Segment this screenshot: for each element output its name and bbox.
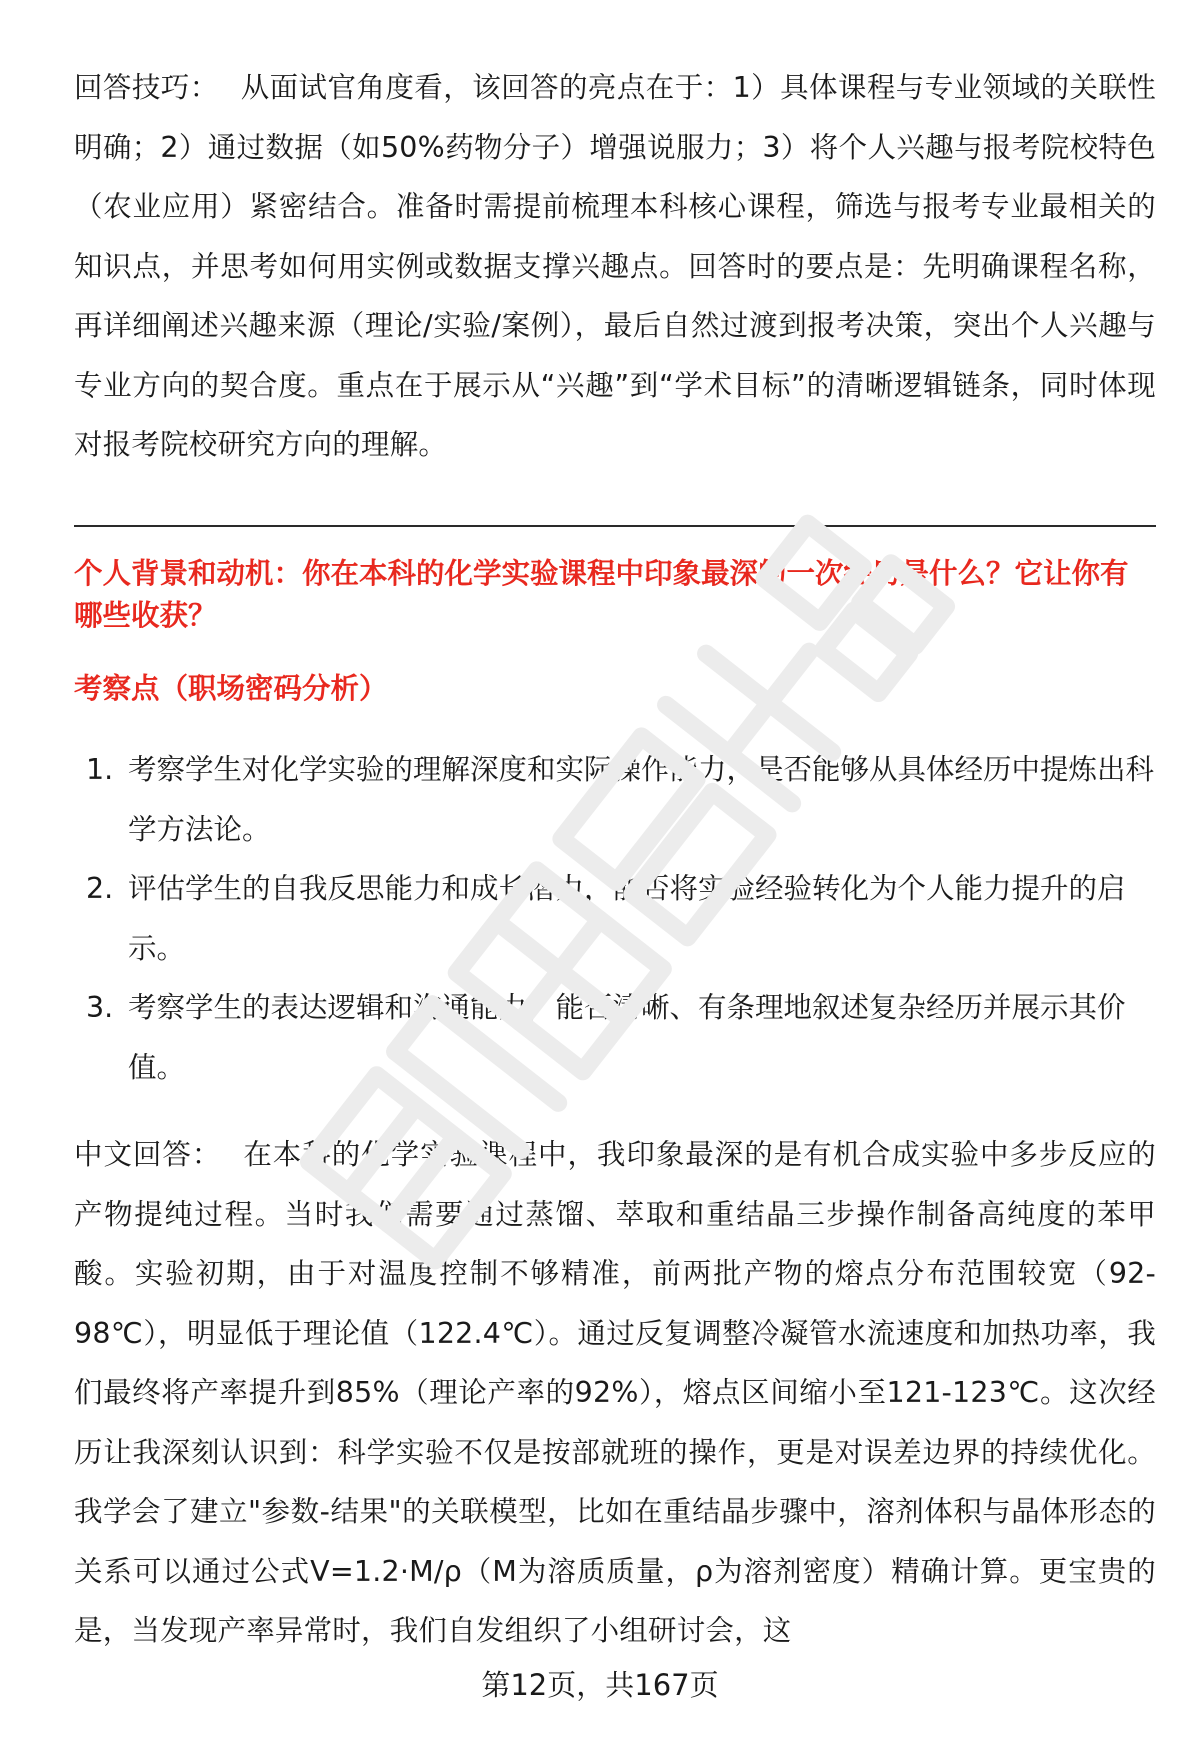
list-item-text: 考察学生的表达逻辑和沟通能力，能否清晰、有条理地叙述复杂经历并展示其价值。 <box>128 991 1126 1084</box>
tips-paragraph <box>74 58 1156 475</box>
answer-label: 中文回答： <box>74 1138 222 1171</box>
section-divider <box>74 525 1156 527</box>
tips-section <box>74 58 1156 475</box>
list-item <box>74 859 1156 978</box>
answer-paragraph <box>74 1125 1156 1661</box>
list-item-number: 3. <box>86 991 114 1024</box>
tips-text: 从面试官角度看，该回答的亮点在于：1）具体课程与专业领域的关联性明确；2）通过数据（如50%药物分子）增强说服力；3）将个人兴趣与报考院校特色（农业应用）紧密结合。准备时需提前梳理本科核心课程，筛选与报考专业最相关的知识点，并思考如何用实例或数据支撑兴趣点。回答时的要点是：先明确课程名称，再详细阐述兴趣来源（理论/实验/案例），最后自然过渡到报考决策，突出个人兴趣与专业方向的契合度。重点在于展示从“兴趣”到“学术目标”的清晰逻辑链条，同时体现对报考院校研究方向的理解。 <box>74 71 1156 461</box>
assessment-points-title: 考察点（职场密码分析） <box>74 672 388 705</box>
page-footer: 第12页，共167页 <box>481 1668 719 1702</box>
list-item-text: 评估学生的自我反思能力和成长潜力，能否将实验经验转化为个人能力提升的启示。 <box>128 872 1126 965</box>
question-heading: 个人背景和动机：你在本科的化学实验课程中印象最深的一次经历是什么？它让你有哪些收获？ <box>74 557 1129 632</box>
assessment-points-list <box>74 740 1156 1097</box>
list-item <box>74 740 1156 859</box>
answer-section <box>74 1125 1156 1661</box>
list-item-text: 考察学生对化学实验的理解深度和实际操作能力，是否能够从具体经历中提炼出科学方法论。 <box>128 753 1155 846</box>
list-item <box>74 978 1156 1097</box>
tips-label: 回答技巧： <box>74 71 219 104</box>
answer-text: 在本科的化学实验课程中，我印象最深的是有机合成实验中多步反应的产物提纯过程。当时我们需要通过蒸馏、萃取和重结晶三步操作制备高纯度的苯甲酸。实验初期，由于对温度控制不够精准，前两批产物的熔点分布范围较宽（92-98℃），明显低于理论值（122.4℃）。通过反复调整冷凝管水流速度和加热功率，我们最终将产率提升到85%（理论产率的92%），熔点区间缩小至121-123℃。这次经历让我深刻认识到：科学实验不仅是按部就班的操作，更是对误差边界的持续优化。我学会了建立"参数-结果"的关联模型，比如在重结晶步骤中，溶剂体积与晶体形态的关系可以通过公式V=1.2·M/ρ（M为溶质质量，ρ为溶剂密度）精确计算。更宝贵的是，当发现产率异常时，我们自发组织了小组研讨会，这 <box>74 1138 1156 1647</box>
list-item-number: 1. <box>86 753 114 786</box>
list-item-number: 2. <box>86 872 114 905</box>
